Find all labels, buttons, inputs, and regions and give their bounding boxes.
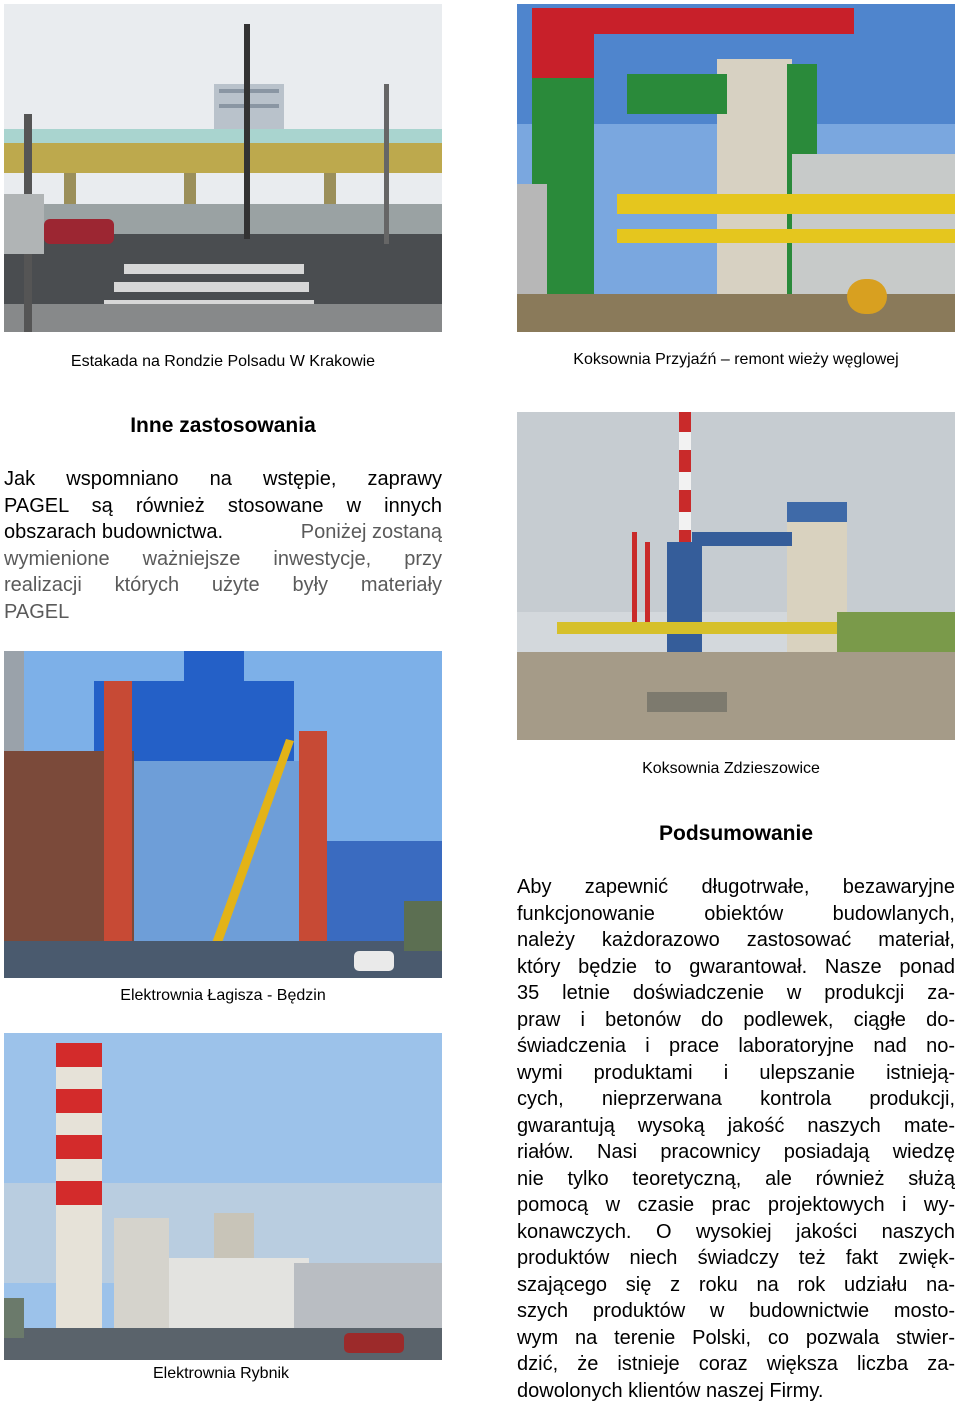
podsumowanie-line-11: riałów. Nasi pracownicy posiadają wiedzę (517, 1141, 955, 1163)
podsumowanie-line-4: który będzie to gwarantował. Nasze ponad (517, 955, 955, 978)
inne-line-4: wymienione ważniejsze inwestycje, przy (4, 547, 442, 570)
podsumowanie-line-17: szych produktów w budownictwie mosto- (517, 1300, 955, 1322)
podsumowanie-line-14: konawczych. O wysokiej jakości naszych (517, 1220, 955, 1243)
photo-elektrownia-lagisza (4, 651, 442, 978)
podsumowanie-line-6: praw i betonów do podlewek, ciągłe do- (517, 1008, 955, 1031)
heading-inne-zastosowania: Inne zastosowania (130, 414, 316, 437)
podsumowanie-line-8: wymi produktami i ulepszanie istnieją- (517, 1061, 955, 1084)
podsumowanie-line-10: gwarantują wysoką jakość naszych mate- (517, 1114, 955, 1137)
paragraph-inne-zastosowania (4, 466, 442, 625)
inne-line-3b: Poniżej zostaną (300, 521, 442, 543)
heading-podsumowanie: Podsumowanie (658, 822, 814, 845)
podsumowanie-line-5: 35 letnie doświadczenie w produkcji za- (517, 982, 955, 1004)
podsumowanie-line-1: Aby zapewnić długotrwałe, bezawaryjne (517, 876, 955, 898)
inne-line-1: Jak wspomniano na wstępie, zaprawy (4, 468, 442, 490)
podsumowanie-line-3: należy każdorazowo zastosować materiał, (517, 929, 955, 951)
photo-koksownia-przyjazn (517, 4, 955, 332)
photo-elektrownia-rybnik (4, 1033, 442, 1360)
inne-line-2: PAGEL są również stosowane w innych (4, 494, 442, 517)
podsumowanie-line-20: dowolonych klientów naszej Firmy. (517, 1379, 824, 1402)
inne-line-3a: obszarach budownictwa. (4, 521, 224, 543)
caption-elektrownia-rybnik: Elektrownia Rybnik (152, 1365, 290, 1382)
paragraph-podsumowanie (517, 874, 955, 1404)
podsumowanie-line-19: dzić, że istnieje coraz większa liczba za- (517, 1353, 955, 1375)
inne-line-6: PAGEL (4, 600, 70, 623)
caption-estakada: Estakada na Rondzie Polsadu W Krakowie (70, 353, 376, 370)
podsumowanie-line-18: wym na terenie Polski, co pozwala stwier- (517, 1326, 955, 1349)
caption-elektrownia-lagisza: Elektrownia Łagisza - Będzin (120, 987, 326, 1004)
inne-line-5: realizacji których użyte były materiały (4, 574, 442, 596)
photo-estakada (4, 4, 442, 332)
photo-koksownia-zdzieszowice (517, 412, 955, 740)
caption-koksownia-zdzieszowice: Koksownia Zdzieszowice (642, 760, 820, 777)
podsumowanie-line-16: szającego się z roku na rok udziału na- (517, 1273, 955, 1296)
podsumowanie-line-13: pomocą w czasie prac projektowych i wy- (517, 1194, 955, 1216)
caption-koksownia-przyjazn: Koksownia Przyjaźń – remont wieży węglowej (573, 351, 899, 368)
podsumowanie-line-7: świadczenia i prace laboratoryjne nad no- (517, 1035, 955, 1057)
inne-line-3 (4, 519, 442, 546)
podsumowanie-line-2: funkcjonowanie obiektów budowlanych, (517, 902, 955, 925)
podsumowanie-line-9: cych, nieprzerwana kontrola produkcji, (517, 1088, 955, 1110)
podsumowanie-line-15: produktów niech świadczy też fakt zwięk- (517, 1247, 955, 1269)
podsumowanie-line-12: nie tylko teoretyczną, ale również służą (517, 1167, 955, 1190)
